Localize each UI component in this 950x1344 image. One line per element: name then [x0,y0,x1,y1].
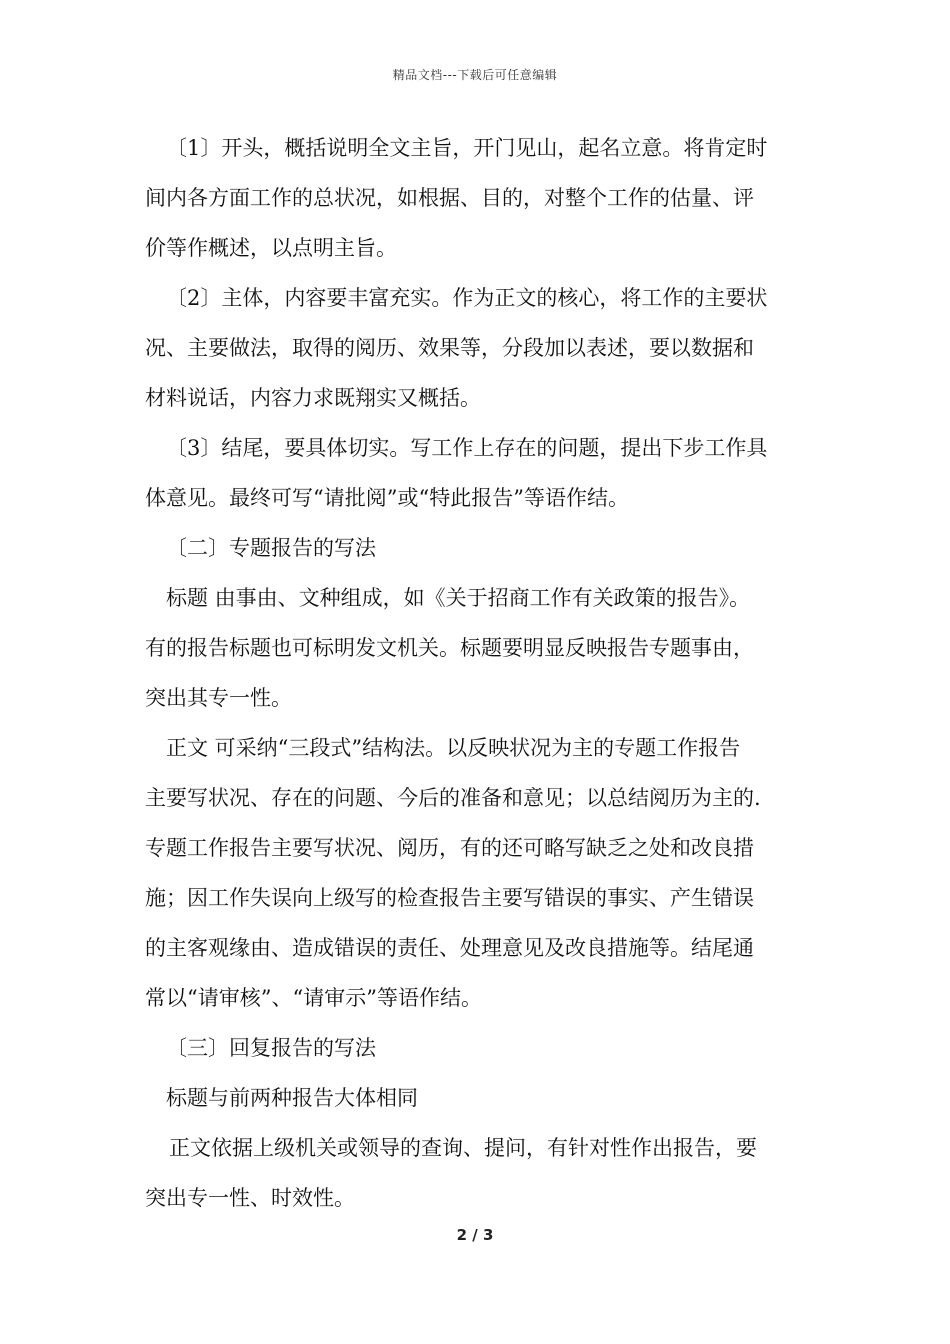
paragraph-line: 正文 可采纳“三段式”结构法。以反映状况为主的专题工作报告 [166,736,741,760]
paragraph-line: 有的报告标题也可标明发文机关。标题要明显反映报告专题事由， [145,636,754,660]
paragraph-line: 正文依据上级机关或领导的查询、提问，有针对性作出报告，要 [169,1136,757,1160]
page-number: 2 / 3 [456,1226,494,1244]
paragraph-line: 〔3〕结尾，要具体切实。写工作上存在的问题，提出下步工作具 [166,436,768,460]
paragraph-line: 突出专一性、时效性。 [145,1186,355,1210]
section-heading: 〔三〕回复报告的写法 [166,1036,376,1060]
paragraph-line: 专题工作报告主要写状况、阅历，有的还可略写缺乏之处和改良措 [145,836,754,860]
paragraph-line: 施；因工作失误向上级写的检查报告主要写错误的事实、产生错误 [145,886,754,910]
paragraph-line: 突出其专一性。 [145,686,292,710]
paragraph-line: 材料说话，内容力求既翔实又概括。 [145,386,481,410]
page-header: 精品文档---下载后可任意编辑 [392,68,558,82]
paragraph-line: 标题与前两种报告大体相同 [166,1086,418,1110]
paragraph-line: 标题 由事由、文种组成，如《关于招商工作有关政策的报告》。 [166,586,751,610]
paragraph-line: 的主客观缘由、造成错误的责任、处理意见及改良措施等。结尾通 [145,936,754,960]
paragraph-line: 〔1〕开头，概括说明全文主旨，开门见山，起名立意。将肯定时 [166,136,768,160]
section-heading: 〔二〕专题报告的写法 [166,536,376,560]
paragraph-line: 体意见。最终可写“请批阅”或“特此报告”等语作结。 [145,486,629,510]
paragraph-line: 况、主要做法，取得的阅历、效果等，分段加以表述，要以数据和 [145,336,754,360]
paragraph-line: 间内各方面工作的总状况，如根据、目的，对整个工作的估量、评 [145,186,754,210]
document-body [145,128,810,1228]
paragraph-line: 〔2〕主体，内容要丰富充实。作为正文的核心，将工作的主要状 [166,286,768,310]
paragraph-line: 常以“请审核”、“请审示”等语作结。 [145,986,482,1010]
paragraph-line: 价等作概述，以点明主旨。 [145,236,397,260]
paragraph-line: 主要写状况、存在的问题、今后的准备和意见；以总结阅历为主的. [145,786,761,810]
